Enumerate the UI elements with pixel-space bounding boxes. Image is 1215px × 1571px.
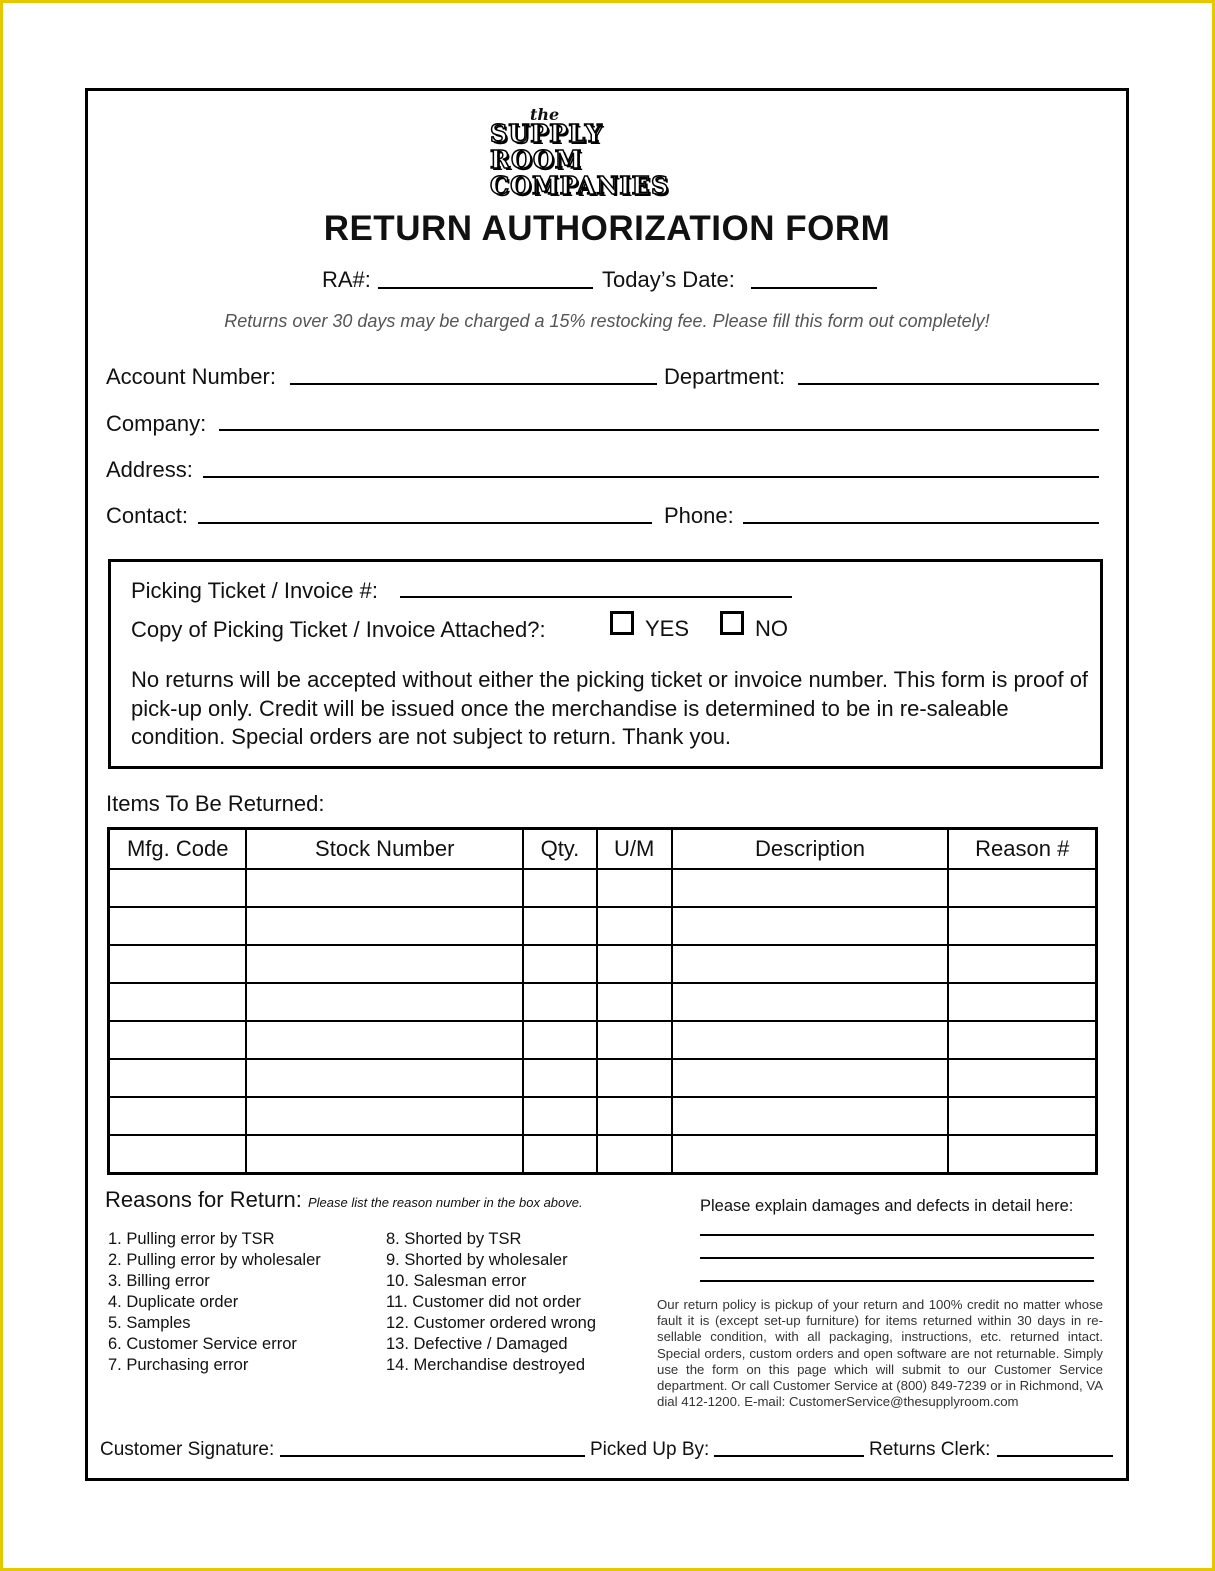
table-cell[interactable] bbox=[246, 1135, 523, 1174]
logo-companies: COMPANIES bbox=[490, 171, 670, 200]
table-cell[interactable] bbox=[597, 907, 672, 945]
items-heading: Items To Be Returned: bbox=[106, 791, 325, 816]
damages-line-1[interactable] bbox=[700, 1234, 1094, 1236]
list-item: 7. Purchasing error bbox=[108, 1356, 249, 1374]
damages-line-3[interactable] bbox=[700, 1280, 1094, 1282]
table-cell[interactable] bbox=[672, 1097, 949, 1135]
picking-ticket-label: Picking Ticket / Invoice #: bbox=[131, 578, 378, 603]
table-cell[interactable] bbox=[109, 1135, 247, 1174]
table-cell[interactable] bbox=[246, 869, 523, 907]
list-item: 5. Samples bbox=[108, 1314, 191, 1332]
picked-up-by-label: Picked Up By: bbox=[590, 1439, 710, 1460]
header-description: Description bbox=[672, 829, 949, 870]
department-label: Department: bbox=[664, 364, 786, 389]
list-item: 6. Customer Service error bbox=[108, 1335, 297, 1353]
contact-label: Contact: bbox=[106, 503, 188, 528]
table-cell[interactable] bbox=[597, 1097, 672, 1135]
table-cell[interactable] bbox=[109, 1059, 247, 1097]
customer-signature-field[interactable] bbox=[280, 1455, 585, 1457]
table-cell[interactable] bbox=[597, 945, 672, 983]
table-cell[interactable] bbox=[948, 945, 1096, 983]
customer-signature-label: Customer Signature: bbox=[100, 1439, 275, 1460]
table-cell[interactable] bbox=[109, 907, 247, 945]
reasons-heading bbox=[105, 1187, 583, 1213]
table-row bbox=[109, 869, 1097, 907]
header-reason: Reason # bbox=[948, 829, 1096, 870]
account-number-label: Account Number: bbox=[106, 364, 276, 389]
returns-clerk-label: Returns Clerk: bbox=[869, 1439, 991, 1460]
table-row bbox=[109, 1135, 1097, 1174]
table-row bbox=[109, 945, 1097, 983]
form-title: RETURN AUTHORIZATION FORM bbox=[323, 209, 891, 248]
table-cell[interactable] bbox=[948, 983, 1096, 1021]
address-field[interactable] bbox=[203, 476, 1099, 478]
table-cell[interactable] bbox=[246, 907, 523, 945]
account-number-field[interactable] bbox=[290, 383, 657, 385]
header-um: U/M bbox=[597, 829, 672, 870]
list-item: 10. Salesman error bbox=[386, 1272, 527, 1290]
reasons-title: Reasons for Return: bbox=[105, 1187, 302, 1212]
company-label: Company: bbox=[106, 411, 207, 436]
table-cell[interactable] bbox=[246, 1097, 523, 1135]
table-header-row bbox=[109, 829, 1097, 870]
table-cell[interactable] bbox=[597, 869, 672, 907]
table-cell[interactable] bbox=[597, 1021, 672, 1059]
list-item: 3. Billing error bbox=[108, 1272, 210, 1290]
table-cell[interactable] bbox=[597, 1059, 672, 1097]
table-cell[interactable] bbox=[597, 1135, 672, 1174]
list-item: 9. Shorted by wholesaler bbox=[386, 1251, 568, 1269]
table-cell[interactable] bbox=[948, 907, 1096, 945]
table-cell[interactable] bbox=[672, 945, 949, 983]
explain-damages-label: Please explain damages and defects in detail here: bbox=[700, 1197, 1074, 1215]
logo-supply: SUPPLY bbox=[490, 119, 603, 148]
table-cell[interactable] bbox=[672, 1135, 949, 1174]
table-cell[interactable] bbox=[672, 983, 949, 1021]
no-checkbox[interactable] bbox=[720, 611, 744, 635]
table-cell[interactable] bbox=[523, 983, 597, 1021]
invoice-policy-text: No returns will be accepted without either the picking ticket or invoice number. This form is proof of pick-up only. Credit will be issued once the merchandise is determined to be in re-saleable condition. Special orders are not subject to return. Thank you. bbox=[131, 667, 1089, 749]
list-item: 14. Merchandise destroyed bbox=[386, 1356, 586, 1374]
table-cell[interactable] bbox=[672, 869, 949, 907]
table-cell[interactable] bbox=[523, 869, 597, 907]
table-cell[interactable] bbox=[597, 983, 672, 1021]
return-authorization-form bbox=[85, 88, 1129, 1481]
table-cell[interactable] bbox=[523, 1097, 597, 1135]
table-row bbox=[109, 1097, 1097, 1135]
table-cell[interactable] bbox=[948, 869, 1096, 907]
table-cell[interactable] bbox=[246, 983, 523, 1021]
list-item: 4. Duplicate order bbox=[108, 1293, 239, 1311]
reasons-list-right bbox=[386, 1229, 596, 1376]
header-qty: Qty. bbox=[523, 829, 597, 870]
table-cell[interactable] bbox=[523, 1059, 597, 1097]
table-row bbox=[109, 1059, 1097, 1097]
table-cell[interactable] bbox=[948, 1097, 1096, 1135]
phone-label: Phone: bbox=[664, 503, 734, 528]
copy-attached-label: Copy of Picking Ticket / Invoice Attached?: bbox=[131, 617, 546, 642]
items-table bbox=[107, 827, 1098, 1175]
list-item: 2. Pulling error by wholesaler bbox=[108, 1251, 321, 1269]
list-item: 12. Customer ordered wrong bbox=[386, 1314, 597, 1332]
table-cell[interactable] bbox=[109, 983, 247, 1021]
ra-label: RA#: bbox=[322, 267, 371, 292]
reasons-list-left bbox=[108, 1229, 321, 1376]
list-item: 8. Shorted by TSR bbox=[386, 1230, 522, 1248]
company-field[interactable] bbox=[219, 429, 1099, 431]
table-cell[interactable] bbox=[948, 1021, 1096, 1059]
table-cell[interactable] bbox=[109, 869, 247, 907]
header-mfg-code: Mfg. Code bbox=[109, 829, 247, 870]
yes-checkbox[interactable] bbox=[610, 611, 634, 635]
picked-up-by-field[interactable] bbox=[714, 1455, 864, 1457]
contact-field[interactable] bbox=[198, 522, 652, 524]
logo-room: ROOM bbox=[490, 145, 583, 174]
picking-ticket-field[interactable] bbox=[400, 596, 792, 598]
return-policy-text: Our return policy is pickup of your return and 100% credit no matter whose fault it is (except set-up furniture) for items returned within 30 days in re-sellable condition, with all packaging, instructions, etc. returned intact. Special orders, custom orders and open software are not returnable. Simply use the form on this page which will submit to our Customer Service department. Or call Customer Service at (800) 849-7239 or in Richmond, VA dial 412-1200. E-mail: CustomerService@thesupplyroom.com bbox=[657, 1297, 1103, 1410]
phone-field[interactable] bbox=[743, 522, 1099, 524]
list-item: 1. Pulling error by TSR bbox=[108, 1230, 275, 1248]
table-cell[interactable] bbox=[246, 1059, 523, 1097]
table-cell[interactable] bbox=[948, 1059, 1096, 1097]
company-logo bbox=[490, 105, 670, 201]
list-item: 13. Defective / Damaged bbox=[386, 1335, 568, 1353]
logo-the: the bbox=[530, 105, 560, 124]
ra-field[interactable] bbox=[378, 287, 593, 289]
date-label: Today’s Date: bbox=[602, 267, 735, 292]
table-cell[interactable] bbox=[523, 1135, 597, 1174]
header-stock-number: Stock Number bbox=[246, 829, 523, 870]
no-label: NO bbox=[755, 616, 788, 641]
table-cell[interactable] bbox=[246, 945, 523, 983]
table-cell[interactable] bbox=[246, 1021, 523, 1059]
invoice-box bbox=[108, 559, 1103, 769]
reasons-subtitle: Please list the reason number in the box above. bbox=[308, 1195, 583, 1210]
yes-label: YES bbox=[645, 616, 690, 641]
table-cell[interactable] bbox=[672, 1021, 949, 1059]
damages-line-2[interactable] bbox=[700, 1257, 1094, 1259]
returns-clerk-field[interactable] bbox=[997, 1455, 1113, 1457]
table-cell[interactable] bbox=[109, 1021, 247, 1059]
table-row bbox=[109, 1021, 1097, 1059]
table-cell[interactable] bbox=[672, 907, 949, 945]
table-cell[interactable] bbox=[948, 1135, 1096, 1174]
table-cell[interactable] bbox=[109, 1097, 247, 1135]
restocking-notice: Returns over 30 days may be charged a 15% restocking fee. Please fill this form out completely! bbox=[224, 311, 990, 331]
list-item: 11. Customer did not order bbox=[386, 1293, 582, 1311]
table-row bbox=[109, 983, 1097, 1021]
department-field[interactable] bbox=[798, 383, 1099, 385]
table-cell[interactable] bbox=[109, 945, 247, 983]
table-cell[interactable] bbox=[523, 945, 597, 983]
table-cell[interactable] bbox=[523, 907, 597, 945]
table-cell[interactable] bbox=[672, 1059, 949, 1097]
date-field[interactable] bbox=[751, 287, 877, 289]
table-row bbox=[109, 907, 1097, 945]
table-cell[interactable] bbox=[523, 1021, 597, 1059]
address-label: Address: bbox=[106, 457, 193, 482]
